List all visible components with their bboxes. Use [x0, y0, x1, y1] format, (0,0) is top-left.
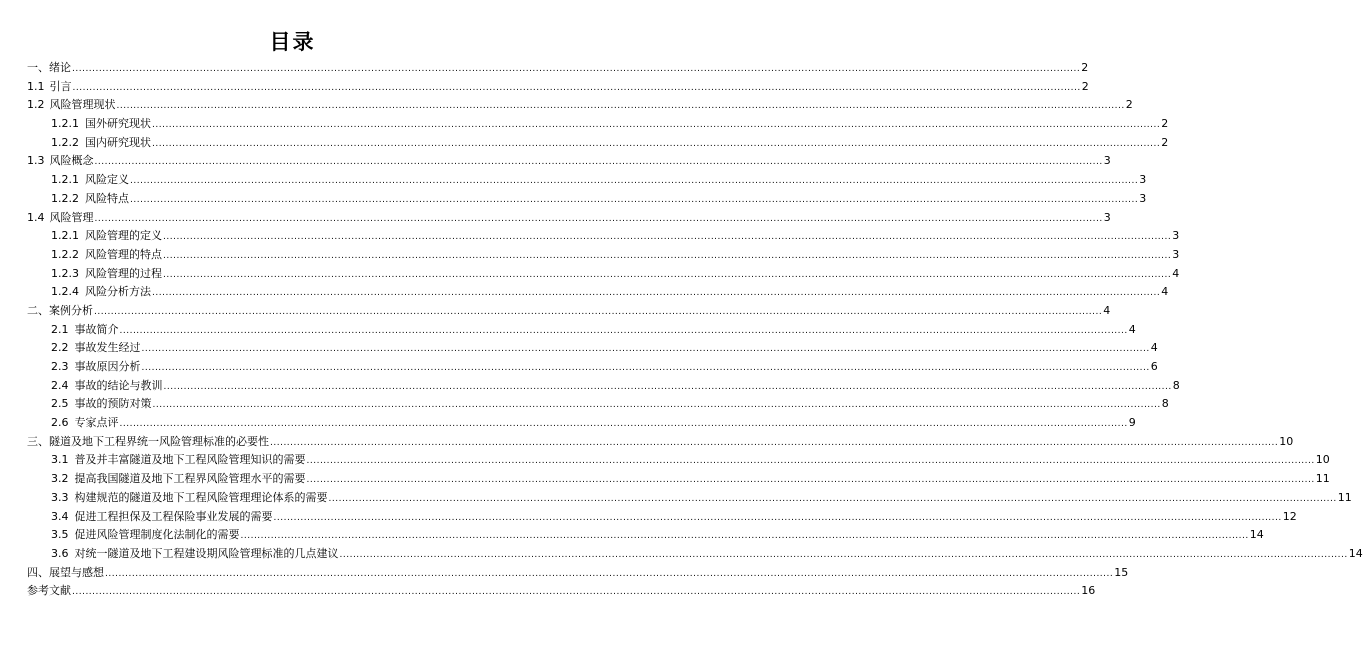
toc-dot-leader: ............................................................................................................................................................................................................................................................................................................ — [163, 250, 1172, 261]
toc-entry-number: 1.4 — [27, 210, 45, 224]
toc-entry-label — [51, 115, 151, 134]
toc-dot-leader: ............................................................................................................................................................................................................................................................................................................ — [72, 82, 1081, 93]
toc-page-number: 10 — [1279, 434, 1294, 448]
toc-entry[interactable] — [0, 283, 1169, 302]
toc-entry[interactable] — [0, 321, 1136, 340]
toc-entry-text: 事故发生经过 — [74, 341, 141, 355]
toc-entry-text: 对统一隧道及地下工程建设期风险管理标准的几点建议 — [74, 546, 339, 560]
toc-entry-label — [51, 265, 162, 284]
toc-entry[interactable] — [0, 171, 1147, 190]
toc-entry-text: 风险概念 — [49, 154, 94, 168]
toc-dot-leader: ............................................................................................................................................................................................................................................................................................................ — [273, 512, 1282, 523]
toc-entry-number: 3.2 — [51, 472, 69, 486]
toc-entry-label — [51, 526, 240, 545]
toc-dot-leader: ............................................................................................................................................................................................................................................................................................................ — [163, 381, 1172, 392]
toc-entry-label — [51, 190, 129, 209]
toc-entry-text: 三、隧道及地下工程界统一风险管理标准的必要性 — [27, 434, 269, 448]
toc-entry-label — [51, 227, 162, 246]
toc-page-number: 8 — [1172, 378, 1180, 392]
toc-page-number: 2 — [1161, 117, 1169, 131]
toc-page-number: 10 — [1315, 453, 1330, 467]
toc-entry-text: 事故的结论与教训 — [74, 378, 163, 392]
toc-entry-number: 2.1 — [51, 322, 69, 336]
toc-entry[interactable] — [0, 414, 1136, 433]
toc-dot-leader: ............................................................................................................................................................................................................................................................................................................ — [72, 64, 1081, 74]
toc-entry-number: 1.2.1 — [51, 229, 79, 243]
toc-page-number: 16 — [1081, 584, 1096, 598]
toc-dot-leader: ............................................................................................................................................................................................................................................................................................................ — [141, 363, 1150, 373]
toc-dot-leader: ............................................................................................................................................................................................................................................................................................................ — [130, 176, 1139, 187]
toc-entry[interactable] — [0, 246, 1180, 265]
toc-page-number: 3 — [1172, 247, 1180, 261]
toc-page-number: 15 — [1114, 565, 1129, 579]
toc-dot-leader: ............................................................................................................................................................................................................................................................................................................ — [119, 325, 1128, 336]
toc-page-number: 14 — [1249, 528, 1264, 542]
toc-dot-leader: ............................................................................................................................................................................................................................................................................................................ — [152, 138, 1161, 149]
toc-entry-text: 引言 — [49, 79, 72, 93]
toc-entry-label — [27, 433, 269, 452]
toc-entry-text: 风险定义 — [85, 173, 129, 187]
toc-entry-text: 风险管理现状 — [49, 98, 116, 112]
toc-page-number: 9 — [1128, 416, 1136, 430]
toc-entry-number: 1.3 — [27, 154, 45, 168]
toc-entry[interactable] — [0, 302, 1111, 321]
toc-page-number: 11 — [1315, 472, 1330, 486]
toc-entry-number: 1.2.1 — [51, 117, 79, 131]
toc-dot-leader: ............................................................................................................................................................................................................................................................................................................ — [72, 587, 1081, 598]
toc-title: 目录 — [269, 30, 316, 54]
toc-page-number: 3 — [1139, 191, 1147, 205]
toc-entry-label — [51, 508, 273, 527]
toc-entry-label — [51, 377, 163, 396]
toc-entry-text: 促进风险管理制度化法制化的需要 — [74, 528, 240, 542]
toc-entry[interactable] — [0, 358, 1158, 377]
toc-dot-leader: ............................................................................................................................................................................................................................................................................................................ — [306, 475, 1315, 486]
toc-entry-text: 二、案例分析 — [27, 303, 93, 317]
toc-entry[interactable] — [0, 265, 1180, 284]
toc-entry-label — [51, 246, 162, 265]
toc-entry-text: 风险管理的定义 — [85, 229, 162, 243]
toc-entry-label — [27, 582, 71, 601]
toc-entry-number: 1.2 — [27, 98, 45, 112]
toc-entry[interactable] — [0, 433, 1294, 452]
toc-entry[interactable] — [0, 96, 1133, 115]
toc-entry-label — [27, 209, 94, 228]
toc-entry-text: 风险管理的过程 — [85, 266, 162, 280]
toc-entry-number: 2.2 — [51, 341, 69, 355]
toc-entry-number: 1.2.2 — [51, 191, 79, 205]
toc-entry[interactable] — [0, 377, 1180, 396]
toc-entry-number: 2.4 — [51, 378, 69, 392]
toc-page-number: 2 — [1125, 98, 1133, 112]
toc-entry-label — [51, 283, 151, 302]
toc-entry-number: 1.2.4 — [51, 285, 79, 299]
toc-entry-text: 国外研究现状 — [85, 117, 151, 131]
toc-page-number: 3 — [1139, 173, 1147, 187]
toc-dot-leader: ............................................................................................................................................................................................................................................................................................................ — [152, 400, 1161, 411]
toc-entry[interactable] — [0, 582, 1096, 601]
toc-entry[interactable] — [0, 209, 1111, 228]
toc-entry-label — [51, 171, 129, 190]
toc-entry-number: 1.2.1 — [51, 173, 79, 187]
toc-entry-label — [51, 134, 151, 153]
toc-entry-number: 1.2.3 — [51, 266, 79, 280]
toc-entry[interactable] — [0, 470, 1330, 489]
toc-entry-text: 事故原因分析 — [74, 360, 141, 373]
toc-entry[interactable] — [0, 59, 1089, 78]
toc-entry[interactable] — [0, 78, 1089, 97]
toc-entry-number: 2.5 — [51, 397, 69, 411]
toc-entry-text: 风险管理 — [49, 210, 94, 224]
toc-entry-label — [51, 414, 119, 433]
toc-entry-text: 风险分析方法 — [85, 285, 151, 299]
toc-entry-number: 1.1 — [27, 79, 45, 93]
toc-dot-leader: ............................................................................................................................................................................................................................................................................................................ — [141, 344, 1150, 355]
toc-page-number: 12 — [1282, 509, 1297, 523]
toc-page-number: 2 — [1161, 135, 1169, 149]
toc-page-number: 14 — [1348, 546, 1363, 560]
toc-entry[interactable] — [0, 227, 1180, 246]
toc-entry-label — [51, 470, 306, 489]
toc-entry[interactable] — [0, 152, 1111, 171]
toc-page-number: 3 — [1103, 210, 1111, 224]
toc-entry-number: 3.6 — [51, 546, 69, 560]
toc-entry-text: 促进工程担保及工程保险事业发展的需要 — [74, 509, 273, 523]
toc-entry-text: 参考文献 — [27, 584, 71, 598]
toc-entry-text: 风险管理的特点 — [85, 247, 162, 261]
toc-entry[interactable] — [0, 134, 1169, 153]
toc-page-number: 4 — [1103, 303, 1111, 317]
toc-entry-number: 1.2.2 — [51, 135, 79, 149]
toc-entry-text: 四、展望与感想 — [27, 565, 104, 579]
toc-dot-leader: ............................................................................................................................................................................................................................................................................................................ — [152, 120, 1161, 131]
toc-dot-leader: ............................................................................................................................................................................................................................................................................................................ — [328, 493, 1337, 504]
toc-entry[interactable] — [0, 508, 1297, 527]
toc-entry-text: 国内研究现状 — [85, 135, 151, 149]
toc-dot-leader: ............................................................................................................................................................................................................................................................................................................ — [240, 531, 1249, 542]
toc-entry-text: 事故简介 — [74, 322, 119, 336]
toc-entry-text: 一、绪论 — [27, 61, 71, 74]
toc-entry-label — [27, 302, 93, 321]
toc-entry-number: 3.3 — [51, 490, 69, 504]
toc-page-number: 4 — [1150, 341, 1158, 355]
toc-dot-leader: ............................................................................................................................................................................................................................................................................................................ — [94, 157, 1103, 168]
toc-entry[interactable] — [0, 526, 1264, 545]
toc-entry-number: 1.2.2 — [51, 247, 79, 261]
toc-entry[interactable] — [0, 190, 1147, 209]
toc-entry[interactable] — [0, 489, 1352, 508]
toc-page-number: 6 — [1150, 360, 1158, 373]
toc-entry-text: 普及并丰富隧道及地下工程风险管理知识的需要 — [74, 453, 306, 467]
toc-entry[interactable] — [0, 115, 1169, 134]
toc-entry-text: 风险特点 — [85, 191, 129, 205]
toc-page-number: 4 — [1172, 266, 1180, 280]
toc-entry-label — [51, 451, 306, 470]
toc-entry-label — [51, 489, 328, 508]
toc-dot-leader: ............................................................................................................................................................................................................................................................................................................ — [163, 232, 1172, 243]
toc-dot-leader: ............................................................................................................................................................................................................................................................................................................ — [94, 306, 1103, 317]
toc-dot-leader: ............................................................................................................................................................................................................................................................................................................ — [119, 419, 1128, 430]
toc-dot-leader: ............................................................................................................................................................................................................................................................................................................ — [116, 101, 1125, 112]
toc-entry-label — [51, 545, 339, 564]
toc-page-number: 11 — [1337, 490, 1352, 504]
toc-list — [0, 59, 1363, 601]
toc-entry-text: 提高我国隧道及地下工程界风险管理水平的需要 — [74, 472, 306, 486]
toc-dot-leader: ............................................................................................................................................................................................................................................................................................................ — [270, 437, 1279, 448]
toc-entry-number: 3.5 — [51, 528, 69, 542]
toc-entry-label — [27, 152, 94, 171]
toc-page-number: 2 — [1081, 79, 1089, 93]
toc-dot-leader: ............................................................................................................................................................................................................................................................................................................ — [163, 269, 1172, 280]
toc-page-number: 8 — [1161, 397, 1169, 411]
toc-entry[interactable] — [0, 545, 1363, 564]
toc-page-number: 2 — [1081, 61, 1089, 74]
toc-entry-text: 专家点评 — [74, 416, 119, 430]
toc-dot-leader: ............................................................................................................................................................................................................................................................................................................ — [130, 194, 1139, 205]
toc-entry-number: 3.1 — [51, 453, 69, 467]
toc-dot-leader: ............................................................................................................................................................................................................................................................................................................ — [94, 213, 1103, 224]
toc-entry-label — [27, 78, 72, 97]
toc-entry-label — [27, 96, 116, 115]
toc-entry-number: 3.4 — [51, 509, 69, 523]
toc-entry-label — [51, 339, 141, 358]
toc-entry[interactable] — [0, 339, 1158, 358]
toc-dot-leader: ............................................................................................................................................................................................................................................................................................................ — [105, 568, 1114, 579]
toc-entry-label — [51, 321, 119, 340]
toc-entry-number: 2.3 — [51, 360, 69, 373]
toc-dot-leader: ............................................................................................................................................................................................................................................................................................................ — [306, 456, 1315, 467]
toc-entry-text: 构建规范的隧道及地下工程风险管理理论体系的需要 — [74, 490, 328, 504]
toc-page-number: 4 — [1161, 285, 1169, 299]
toc-page-number: 3 — [1103, 154, 1111, 168]
toc-page-number: 3 — [1172, 229, 1180, 243]
toc-entry[interactable] — [0, 395, 1169, 414]
toc-entry-label — [27, 59, 71, 78]
toc-entry[interactable] — [0, 451, 1330, 470]
toc-entry-label — [27, 564, 104, 583]
toc-entry-label — [51, 358, 141, 377]
toc-entry-text: 事故的预防对策 — [74, 397, 152, 411]
toc-entry-number: 2.6 — [51, 416, 69, 430]
toc-page-number: 4 — [1128, 322, 1136, 336]
toc-dot-leader: ............................................................................................................................................................................................................................................................................................................ — [339, 549, 1348, 560]
toc-entry-label — [51, 395, 152, 414]
toc-dot-leader: ............................................................................................................................................................................................................................................................................................................ — [152, 288, 1161, 299]
toc-entry[interactable] — [0, 564, 1129, 583]
